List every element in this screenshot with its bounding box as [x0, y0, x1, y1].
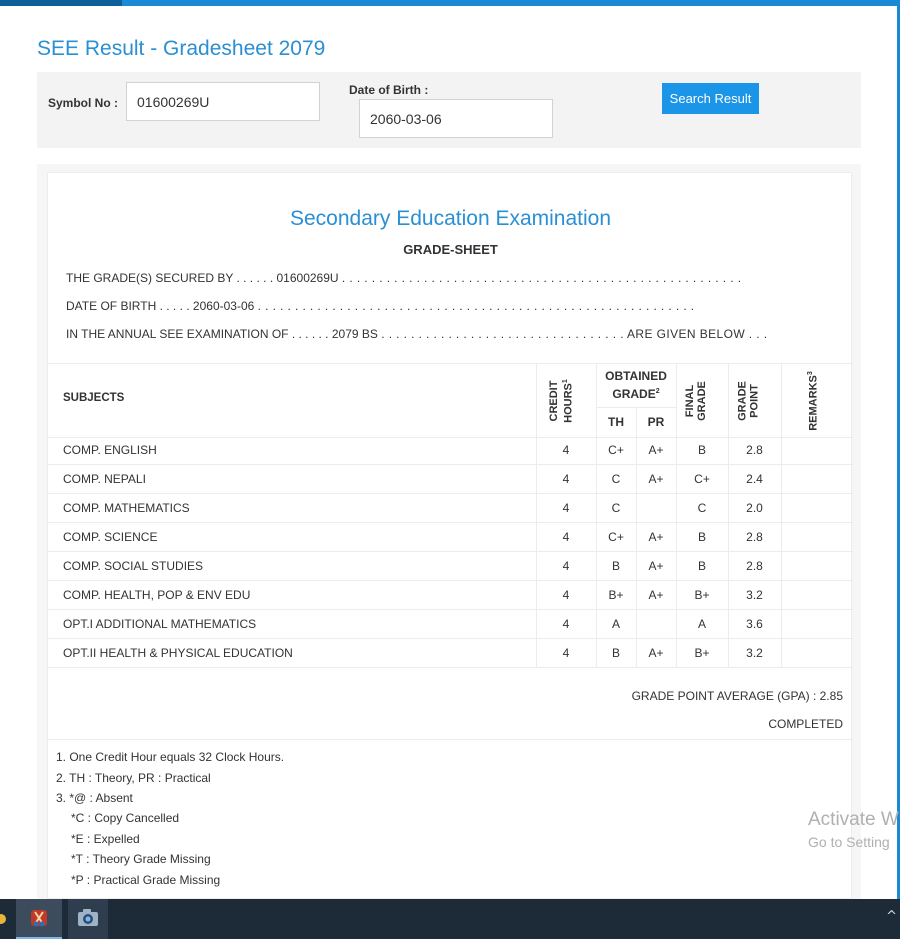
col-divider [636, 610, 637, 639]
cell-gp: 2.0 [746, 501, 763, 515]
footnote-item: *P : Practical Grade Missing [71, 873, 221, 887]
col-divider [596, 552, 597, 581]
exam-year-value: 2079 BS [331, 327, 378, 341]
col-divider [596, 610, 597, 639]
th-header: TH [608, 415, 624, 429]
taskbar-overflow-chevron-icon[interactable]: ^ [886, 909, 897, 924]
col-divider [676, 436, 677, 465]
cell-credit: 4 [562, 443, 570, 457]
col-divider [781, 523, 782, 552]
obtained-sup: 2 [655, 388, 660, 395]
cell-credit: 4 [562, 646, 570, 660]
header-top-line [48, 363, 853, 364]
cell-credit: 4 [562, 559, 570, 573]
cell-subject: COMP. SCIENCE [63, 530, 158, 544]
cell-final: C+ [694, 472, 710, 486]
cell-th: B [611, 559, 620, 573]
col-divider [596, 436, 597, 465]
col-divider [536, 494, 537, 523]
col-divider [636, 436, 637, 465]
col-divider [728, 436, 729, 465]
cell-gp: 2.8 [746, 530, 763, 544]
table-row [48, 436, 853, 465]
col-divider [781, 465, 782, 494]
cell-th: C [611, 472, 621, 486]
col-divider [781, 610, 782, 639]
taskbar-item-camera[interactable] [68, 899, 108, 939]
dob-dots: . . . . . . . . . . . . . . . . . . . . . . . . . . . . . . . . . . . . . . . . . . . . . . . . . . . . . . . . . . . [257, 299, 695, 313]
col-divider [536, 610, 537, 639]
date-of-birth-label: Date of Birth : [349, 83, 429, 97]
cell-credit: 4 [562, 501, 570, 515]
table-row [48, 581, 853, 610]
partial-app-icon [0, 899, 8, 939]
secured-by-prefix: THE GRADE(S) SECURED BY . . . . . . [66, 271, 274, 285]
secured-by-symbol: 01600269U [276, 271, 339, 285]
symbol-no-label: Symbol No : [48, 96, 119, 110]
cell-final: B [697, 443, 706, 457]
activate-windows-subtext: Go to Setting [808, 834, 890, 850]
cell-th: C [611, 501, 621, 515]
cell-th: C+ [608, 530, 624, 544]
cell-final: C [697, 501, 707, 515]
cell-subject: OPT.I ADDITIONAL MATHEMATICS [63, 617, 257, 631]
activate-windows-watermark: Activate W [808, 809, 899, 830]
final-grade-header [684, 375, 720, 427]
exam-year-line [66, 327, 767, 341]
col-divider [596, 581, 597, 610]
table-row [48, 610, 853, 639]
table-row [48, 523, 853, 552]
cell-gp: 3.2 [746, 588, 763, 602]
credit-hours-header [548, 371, 584, 431]
col-divider [781, 581, 782, 610]
col-divider [728, 581, 729, 610]
search-result-button[interactable]: Search Result [662, 83, 759, 114]
notes-top-line [48, 739, 853, 740]
col-divider [728, 639, 729, 668]
gradesheet-title: GRADE-SHEET [403, 242, 498, 257]
col-divider [596, 639, 597, 668]
dob-prefix: DATE OF BIRTH . . . . . [66, 299, 190, 313]
col-divider [536, 363, 537, 437]
cell-pr: A+ [648, 559, 664, 573]
col-divider [536, 436, 537, 465]
remarks-sup: 3 [807, 371, 814, 376]
final-text-b: GRADE [696, 381, 708, 421]
dob-line [66, 299, 695, 313]
col-divider [676, 523, 677, 552]
col-divider [728, 610, 729, 639]
top-accent-bar-dark [0, 0, 122, 6]
footnote-item: *T : Theory Grade Missing [71, 852, 211, 866]
remarks-header [805, 365, 829, 437]
subjects-header: SUBJECTS [63, 392, 125, 404]
credit-hours-sup: 1 [562, 379, 569, 384]
cell-final: B [697, 559, 706, 573]
secured-by-line [66, 271, 741, 285]
pr-header: PR [647, 415, 665, 429]
cell-pr: A+ [648, 646, 664, 660]
col-divider [676, 363, 677, 437]
col-divider [781, 494, 782, 523]
cell-credit: 4 [562, 588, 570, 602]
cell-gp: 3.6 [746, 617, 763, 631]
secured-by-dots: . . . . . . . . . . . . . . . . . . . . . . . . . . . . . . . . . . . . . . . . . . . . . . . . . . . . . . [341, 271, 742, 285]
col-divider [676, 639, 677, 668]
footnote-item: *C : Copy Cancelled [71, 811, 180, 825]
cell-subject: COMP. HEALTH, POP & ENV EDU [63, 588, 251, 602]
cell-gp: 2.4 [746, 472, 763, 486]
table-row [48, 465, 853, 494]
cell-credit: 4 [562, 617, 570, 631]
col-divider [781, 436, 782, 465]
footnote-item: 1. One Credit Hour equals 32 Clock Hours. [56, 750, 285, 764]
result-status: COMPLETED [768, 717, 843, 731]
col-divider [536, 523, 537, 552]
col-divider [781, 552, 782, 581]
snipping-tool-icon [16, 899, 62, 937]
grade-point-text-b: POINT [748, 384, 761, 418]
cell-pr: A+ [648, 443, 664, 457]
cell-subject: COMP. NEPALI [63, 472, 146, 486]
cell-gp: 3.2 [746, 646, 763, 660]
footnote-item: *E : Expelled [71, 832, 140, 846]
cell-th: B+ [608, 588, 624, 602]
col-divider [728, 465, 729, 494]
cell-credit: 4 [562, 530, 570, 544]
grade-point-text-a: GRADE [736, 381, 749, 421]
cell-pr: A+ [648, 588, 664, 602]
cell-final: B+ [694, 588, 710, 602]
cell-final: A [697, 617, 706, 631]
cell-subject: COMP. MATHEMATICS [63, 501, 190, 515]
cell-pr [636, 610, 676, 639]
cell-th: C+ [608, 443, 624, 457]
obtained-text-b: GRADE [612, 387, 656, 401]
symbol-no-input[interactable] [126, 82, 320, 121]
col-divider [676, 465, 677, 494]
credit-hours-text-a: CREDIT [548, 380, 560, 422]
col-divider [536, 552, 537, 581]
cell-gp: 2.8 [746, 443, 763, 457]
taskbar-item-snipping-tool[interactable] [16, 899, 62, 939]
col-divider [536, 581, 537, 610]
cell-gp: 2.8 [746, 559, 763, 573]
grade-point-header [737, 375, 773, 428]
col-divider [676, 552, 677, 581]
col-divider [676, 494, 677, 523]
table-row [48, 552, 853, 581]
col-divider [728, 363, 729, 437]
col-divider [636, 581, 637, 610]
gradesheet-panel [37, 164, 861, 899]
col-divider [781, 363, 782, 437]
col-divider [676, 581, 677, 610]
exam-year-prefix: IN THE ANNUAL SEE EXAMINATION OF . . . . . . [66, 327, 329, 341]
obtained-text-a: OBTAINED [605, 369, 667, 383]
col-divider [636, 552, 637, 581]
col-divider [536, 465, 537, 494]
col-divider [728, 523, 729, 552]
cell-final: B+ [694, 646, 710, 660]
cell-pr [636, 494, 676, 523]
col-divider [636, 494, 637, 523]
footnote-item: 3. *@ : Absent [56, 791, 133, 805]
cell-subject: COMP. SOCIAL STUDIES [63, 559, 204, 573]
footnote-item: 2. TH : Theory, PR : Practical [56, 771, 211, 785]
col-divider [536, 639, 537, 668]
cell-th: B [611, 646, 620, 660]
taskbar [0, 899, 900, 939]
gpa-text: GRADE POINT AVERAGE (GPA) : 2.85 [631, 689, 843, 703]
col-divider [596, 523, 597, 552]
col-divider [781, 639, 782, 668]
exam-title: Secondary Education Examination [289, 207, 612, 230]
exam-year-suffix: . . . . . . . . . . . . . . . . . . . . . . . . . . . . . . . . . ARE GIVEN BELOW . . . [381, 327, 768, 341]
final-text-a: FINAL [684, 384, 696, 418]
search-panel [37, 72, 861, 148]
col-divider [728, 494, 729, 523]
camera-icon [68, 899, 108, 939]
cell-subject: OPT.II HEALTH & PHYSICAL EDUCATION [63, 646, 293, 660]
page-title: SEE Result - Gradesheet 2079 [37, 37, 326, 60]
col-divider [596, 465, 597, 494]
cell-final: B [697, 530, 706, 544]
cell-credit: 4 [562, 472, 570, 486]
gradesheet-card [47, 172, 852, 899]
dob-value: 2060-03-06 [192, 299, 255, 313]
taskbar-item-partial[interactable] [0, 899, 8, 939]
col-divider [636, 639, 637, 668]
cell-subject: COMP. ENGLISH [63, 443, 157, 457]
col-divider [676, 610, 677, 639]
obtained-grade-header [596, 369, 676, 402]
cell-th: A [611, 617, 620, 631]
table-row [48, 494, 853, 523]
col-divider [636, 523, 637, 552]
cell-pr: A+ [648, 472, 664, 486]
table-row [48, 639, 853, 668]
row-separator [48, 667, 853, 668]
date-of-birth-input[interactable] [359, 99, 553, 138]
col-divider [728, 552, 729, 581]
col-divider [636, 465, 637, 494]
col-divider [596, 494, 597, 523]
remarks-text: REMARKS [807, 375, 820, 431]
cell-pr: A+ [648, 530, 664, 544]
credit-hours-text-b: HOURS [562, 383, 575, 423]
top-accent-bar [0, 0, 900, 6]
